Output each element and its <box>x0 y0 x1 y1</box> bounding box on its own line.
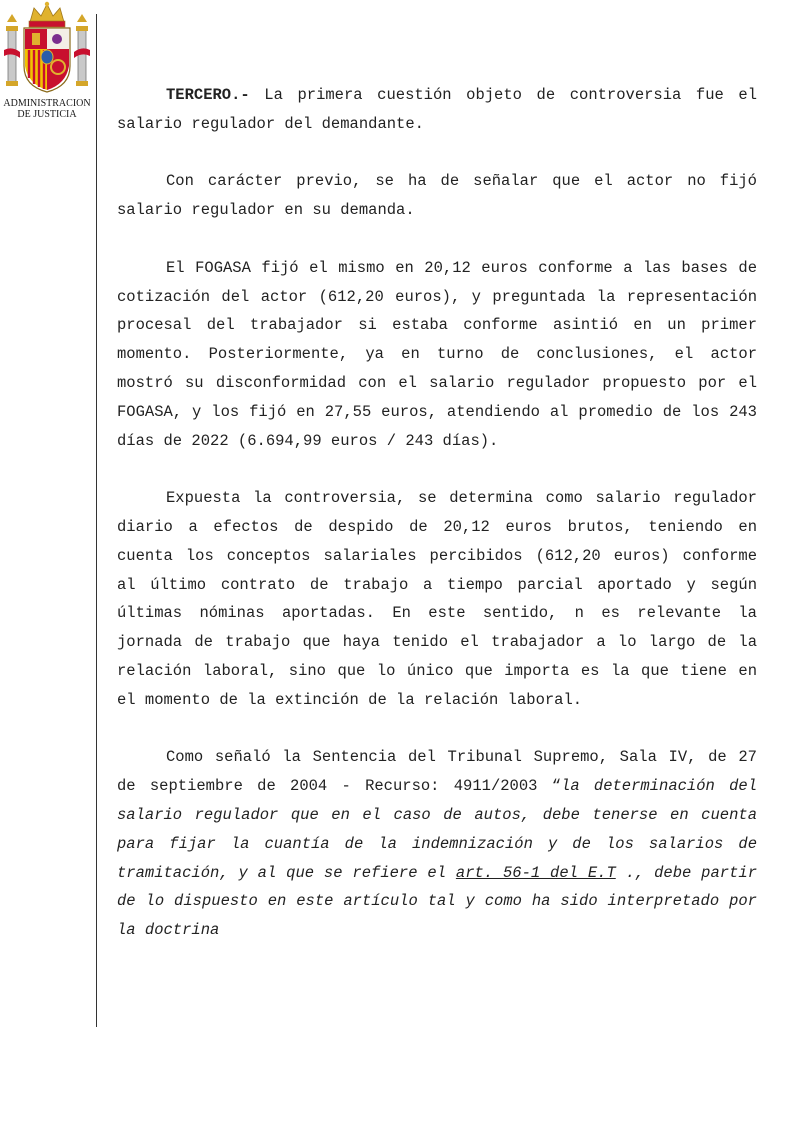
logo-caption-line-1: ADMINISTRACION <box>3 98 91 109</box>
section-heading: TERCERO.- <box>166 86 250 104</box>
logo-caption <box>0 98 94 120</box>
paragraph-expuesta: Expuesta la controversia, se determina como salario regulador diario a efectos de despido de 20,12 euros brutos, teniendo en cuenta los conceptos salariales percibidos (612,20 euros) conforme al último contrato de trabajo a tiempo parcial aportado y según últimas nóminas aportadas. En este sentido, n es relevante la jornada de trabajo que haya tenido el trabajador a lo largo de la relación laboral, sino que lo único que importa es la que tiene en el momento de la extinción de la relación laboral. <box>117 489 757 709</box>
paragraph-fogasa: El FOGASA fijó el mismo en 20,12 euros conforme a las bases de cotización del actor (612,20 euros), y preguntada la representación procesal del trabajador si estaba conforme asintió en un primer momento. Posteriormente, ya en turno de conclusiones, el actor mostró su disconformidad con el salario regulador propuesto por el FOGASA, y los fijó en 27,55 euros, atendiendo al promedio de los 243 días de 2022 (6.694,99 euros / 243 días). <box>117 258 757 450</box>
administracion-de-justicia-logo <box>0 0 94 124</box>
coat-of-arms-icon <box>2 0 92 96</box>
paragraph-intro: Como señaló la Sentencia del Tribunal Supremo, Sala IV, de 27 de septiembre de 2004 - Recurso: 4911/2003 “ <box>117 748 757 796</box>
quote-text-b: ., debe partir de lo dispuesto en este artículo tal y como ha sido interpretado por la doctrina <box>117 863 757 940</box>
paragraph-caracter-previo: Con carácter previo, se ha de señalar que el actor no fijó salario regulador en su demanda. <box>117 172 757 220</box>
logo-caption-line-2: DE JUSTICIA <box>17 109 77 120</box>
document-body <box>117 81 757 945</box>
paragraph-sentencia <box>117 743 757 945</box>
legal-reference-link[interactable]: art. 56-1 del E.T <box>455 863 616 882</box>
margin-rule <box>96 14 97 1027</box>
quote-text-a: la determinación del salario regulador que en el caso de autos, debe tenerse en cuenta para fijar la cuantía de la indemnización y de los salarios de tramitación, y al que se refiere el <box>117 777 757 882</box>
paragraph-text: La primera cuestión objeto de controversia fue el salario regulador del demandante. <box>117 86 757 133</box>
paragraph-tercero <box>117 81 757 139</box>
